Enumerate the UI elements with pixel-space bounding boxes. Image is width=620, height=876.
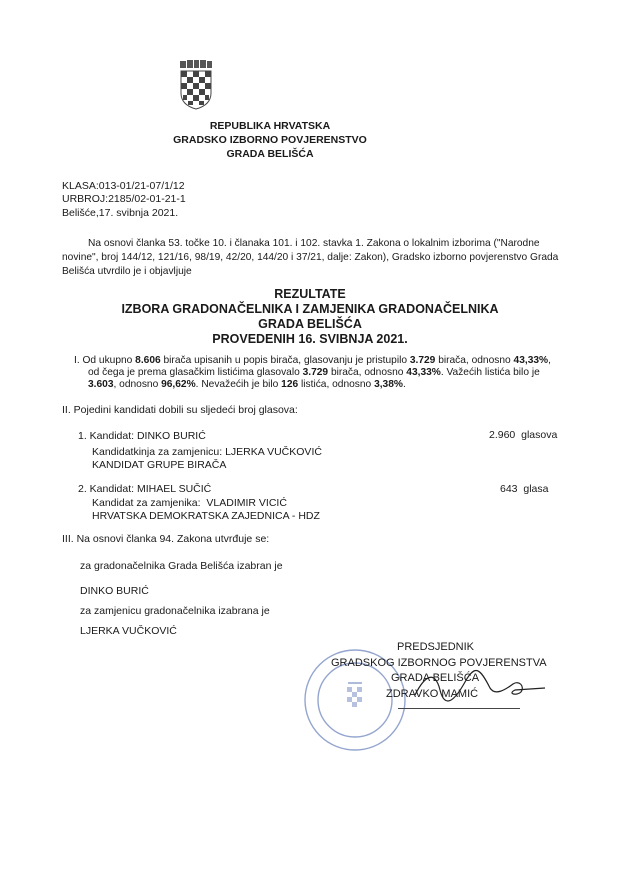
header-line-city: GRADA BELIŠĆA: [226, 148, 314, 160]
issuer-header: [150, 119, 390, 161]
valid-ballots: 3.603: [88, 379, 114, 390]
title-line-3: GRADA BELIŠĆA: [258, 317, 362, 331]
deputy-elected-name: LJERKA VUČKOVIĆ: [80, 625, 177, 637]
candidate-2-votes: 643 glasa: [500, 483, 549, 495]
s1-text: . Nevažećih je bilo: [195, 379, 282, 390]
header-line-commission: GRADSKO IZBORNO POVJERENSTVO: [173, 134, 367, 146]
voted-percent: 43,33%: [406, 367, 441, 378]
candidate-2-name: 2. Kandidat: MIHAEL SUČIĆ: [78, 483, 212, 495]
header-line-country: REPUBLIKA HRVATSKA: [209, 120, 331, 132]
s1-text: I. Od ukupno: [74, 355, 136, 366]
title-line-1: REZULTATE: [274, 287, 346, 301]
s1-text: od čega je prema glasačkim listićima glasovalo: [88, 367, 303, 378]
valid-percent: 96,62%: [161, 379, 196, 390]
voted-count: 3.729: [302, 367, 329, 378]
section-1-line-3: [88, 378, 406, 391]
candidate-1-votes: 2.960 glasova: [489, 429, 558, 441]
invalid-ballots: 126: [281, 379, 299, 390]
deputy-elected-label: za zamjenicu gradonačelnika izabrana je: [80, 605, 270, 617]
signatory-role-2: GRADSKOG IZBORNOG POVJERENSTVA: [331, 657, 547, 669]
section-2-heading: II. Pojedini kandidati dobili su sljedeći broj glasova:: [62, 404, 298, 416]
candidate-1-name: 1. Kandidat: DINKO BURIĆ: [78, 430, 206, 442]
s1-text: . Važećih listića bilo je: [440, 367, 540, 378]
total-voters: 8.606: [135, 355, 161, 366]
candidate-1-deputy: Kandidatkinja za zamjenicu: LJERKA VUČKOVIĆ: [92, 446, 322, 458]
place-date: Belišće,17. svibnja 2021.: [62, 207, 179, 219]
invalid-percent: 3,38%: [374, 379, 403, 390]
mayor-elected-name: DINKO BURIĆ: [80, 585, 149, 597]
signatory-role-3: GRADA BELIŠĆA: [391, 672, 480, 684]
s1-text: ,: [548, 355, 551, 366]
section-3-heading: III. Na osnovi članka 94. Zakona utvrđuje se:: [62, 533, 270, 545]
intro-line-1: Na osnovi članka 53. točke 10. i članaka 101. i 102. stavka 1. Zakona o lokalnim izborima ("Narodne: [88, 238, 540, 249]
intro-line-2: novine", broj 144/12, 121/16, 98/19, 42/20, 144/20 i 37/21, dalje: Zakon), Gradsko izborno povjerenstvo Grada: [62, 252, 559, 263]
title-line-2: IZBORA GRADONAČELNIKA I ZAMJENIKA GRADONAČELNIKA: [121, 302, 499, 316]
intro-line-3: Belišća utvrdilo je i objavljuje: [62, 266, 192, 277]
candidate-2-deputy: Kandidat za zamjenika: VLADIMIR VICIĆ: [92, 497, 287, 509]
candidate-2-party: HRVATSKA DEMOKRATSKA ZAJEDNICA - HDZ: [92, 510, 320, 522]
s1-text: , odnosno: [113, 379, 162, 390]
s1-text: birača, odnosno: [328, 367, 407, 378]
s1-text: birača, odnosno: [435, 355, 514, 366]
title-line-4: PROVEDENIH 16. SVIBNJA 2021.: [212, 332, 408, 346]
urbroj: URBROJ:2185/02-01-21-1: [62, 193, 186, 205]
signatory-role-1: PREDSJEDNIK: [397, 641, 475, 653]
handwritten-signature-icon: [395, 660, 555, 710]
signature-line: [398, 708, 520, 709]
klasa: KLASA:013-01/21-07/1/12: [62, 180, 185, 192]
coat-of-arms-icon: [178, 60, 214, 110]
document-title: [0, 287, 620, 347]
signatory-name: ZDRAVKO MAMIĆ: [386, 688, 479, 700]
turnout-count: 3.729: [409, 355, 436, 366]
s1-text: birača upisanih u popis birača, glasovanju je pristupilo: [160, 355, 410, 366]
candidate-1-party: KANDIDAT GRUPE BIRAČA: [92, 459, 227, 471]
mayor-elected-label: za gradonačelnika Grada Belišća izabran je: [80, 560, 283, 572]
s1-text: listića, odnosno: [298, 379, 375, 390]
s1-text: .: [402, 379, 406, 390]
turnout-percent: 43,33%: [513, 355, 549, 366]
